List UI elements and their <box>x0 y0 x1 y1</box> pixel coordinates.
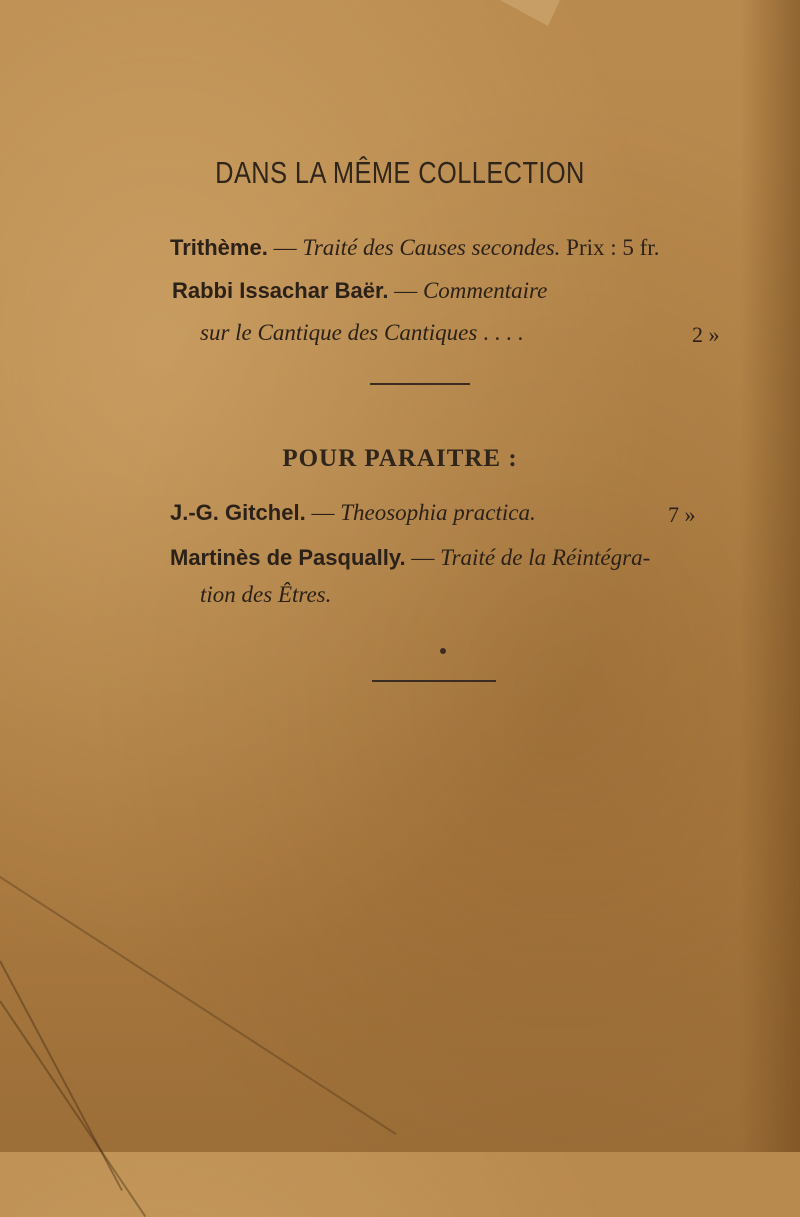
forthcoming-entry <box>170 545 650 571</box>
forthcoming-entry <box>170 500 536 526</box>
entry-title: Traité des Causes secondes. <box>302 235 561 260</box>
catalog-entry <box>172 278 547 304</box>
end-rule <box>372 680 496 682</box>
entry-leaders: . . . . <box>477 320 524 345</box>
forthcoming-entry-continued <box>200 582 331 608</box>
divider-rule <box>370 383 470 385</box>
forthcoming-heading: POUR PARAITRE : <box>282 445 518 472</box>
entry-dash: — <box>405 545 441 570</box>
entry-title: Commentaire <box>422 278 548 303</box>
catalog-entry <box>170 235 659 261</box>
entry-dash: — <box>305 500 341 525</box>
entry-dash: — <box>388 278 423 303</box>
entry-title-continued: tion des Êtres. <box>200 582 332 607</box>
entry-title: Theosophia practica. <box>340 500 536 525</box>
entry-dash: — <box>267 235 303 260</box>
entry-price: 2 » <box>692 322 720 347</box>
entry-author: Martinès de Pasqually. <box>170 545 406 570</box>
collection-heading: DANS LA MÊME COLLECTION <box>215 155 585 190</box>
entry-price: Prix : 5 fr. <box>560 235 660 260</box>
catalog-entry-continued <box>200 320 523 346</box>
ornament-dot <box>440 648 446 654</box>
entry-author: J.-G. Gitchel. <box>170 500 306 525</box>
entry-author: Rabbi Issachar Baër. <box>172 278 389 303</box>
entry-price: 7 » <box>668 502 696 527</box>
entry-title: Traité de la Réintégra- <box>440 545 651 570</box>
entry-title-continued: sur le Cantique des Cantiques <box>200 320 478 345</box>
entry-author: Trithème. <box>170 235 268 260</box>
